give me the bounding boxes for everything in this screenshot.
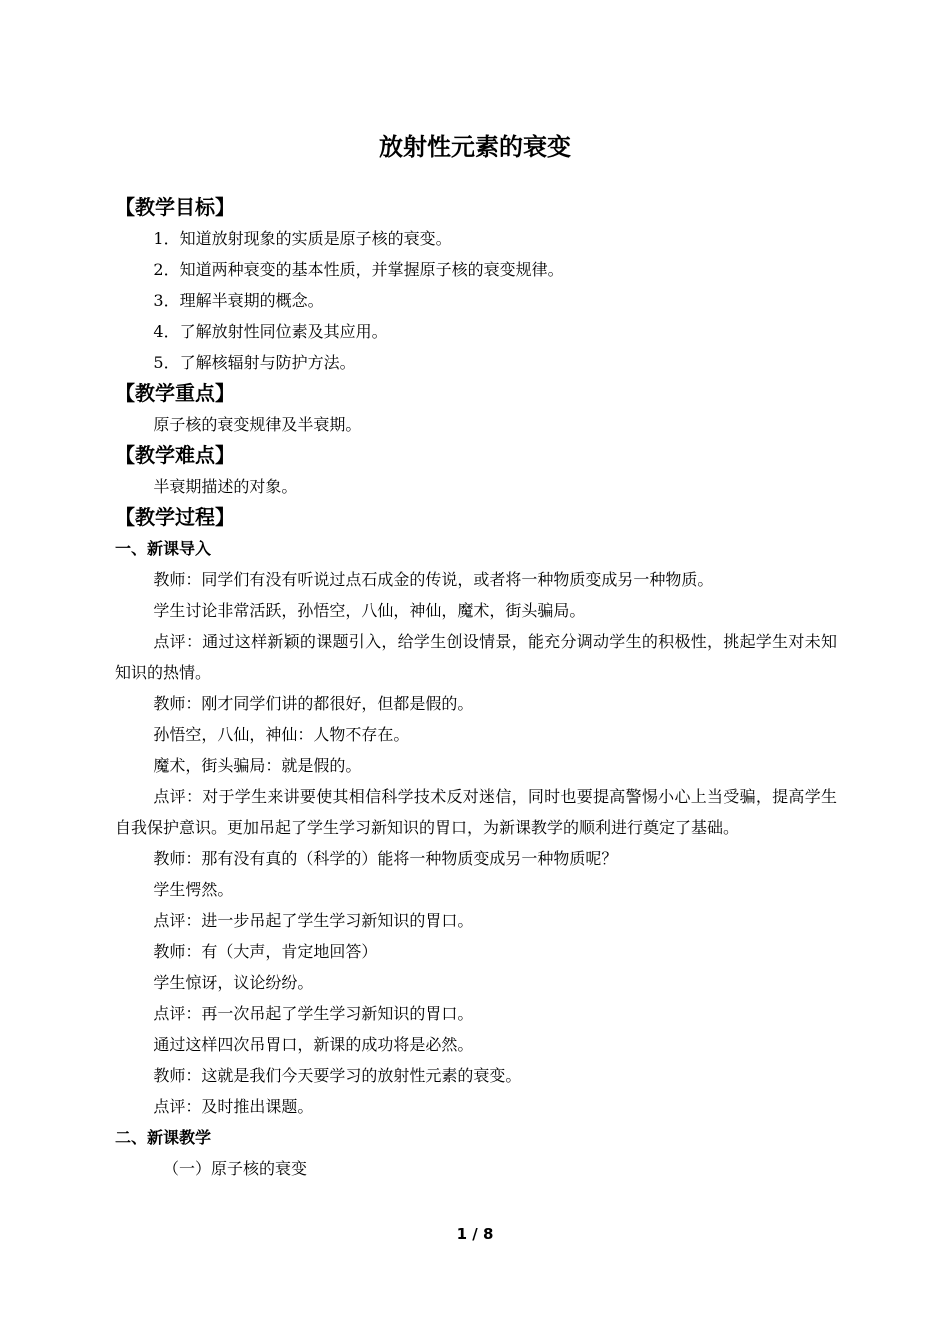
goal-item: 4．了解放射性同位素及其应用。 [153, 322, 388, 341]
document-title: 放射性元素的衰变 [379, 133, 571, 161]
document-body [115, 192, 837, 1184]
section-heading-process: 【教学过程】 [115, 505, 235, 529]
subsection-heading: （一）原子核的衰变 [163, 1159, 308, 1178]
paragraph: 魔术，街头骗局：就是假的。 [153, 756, 362, 775]
paragraph: 点评：对于学生来讲要使其相信科学技术反对迷信，同时也要提高警惕小心上当受骗，提高学生自我保护意识。更加吊起了学生学习新知识的胃口，为新课教学的顺利进行奠定了基础。 [115, 787, 837, 837]
page-number: 1 / 8 [456, 1225, 494, 1243]
goal-item: 5．了解核辐射与防护方法。 [153, 353, 356, 372]
section-heading-key: 【教学重点】 [115, 381, 235, 405]
paragraph: 孙悟空，八仙，神仙：人物不存在。 [153, 725, 410, 744]
paragraph: 点评：通过这样新颖的课题引入，给学生创设情景，能充分调动学生的积极性，挑起学生对未知知识的热情。 [115, 632, 837, 682]
paragraph: 学生惊讶，议论纷纷。 [153, 973, 314, 992]
difficult-point-text: 半衰期描述的对象。 [153, 477, 298, 496]
part-heading-teaching: 二、新课教学 [115, 1128, 212, 1147]
paragraph: 教师：刚才同学们讲的都很好，但都是假的。 [153, 694, 474, 713]
section-heading-goals: 【教学目标】 [115, 195, 235, 219]
paragraph: 点评：再一次吊起了学生学习新知识的胃口。 [153, 1004, 474, 1023]
key-point-text: 原子核的衰变规律及半衰期。 [153, 415, 362, 434]
goal-item: 2．知道两种衰变的基本性质，并掌握原子核的衰变规律。 [153, 260, 564, 279]
paragraph: 点评：进一步吊起了学生学习新知识的胃口。 [153, 911, 474, 930]
section-heading-difficult: 【教学难点】 [115, 443, 235, 467]
paragraph: 教师：这就是我们今天要学习的放射性元素的衰变。 [153, 1066, 522, 1085]
goal-item: 1．知道放射现象的实质是原子核的衰变。 [153, 229, 452, 248]
paragraph: 学生讨论非常活跃，孙悟空，八仙，神仙，魔术，街头骗局。 [153, 601, 586, 620]
goal-item: 3．理解半衰期的概念。 [153, 291, 324, 310]
paragraph: 教师：同学们有没有听说过点石成金的传说，或者将一种物质变成另一种物质。 [153, 570, 714, 589]
paragraph: 学生愕然。 [153, 880, 234, 899]
paragraph: 点评：及时推出课题。 [153, 1097, 314, 1116]
paragraph: 教师：那有没有真的（科学的）能将一种物质变成另一种物质呢？ [153, 849, 618, 868]
paragraph: 教师：有（大声，肯定地回答） [153, 942, 378, 961]
paragraph: 通过这样四次吊胃口，新课的成功将是必然。 [153, 1035, 474, 1054]
part-heading-intro: 一、新课导入 [115, 539, 212, 558]
